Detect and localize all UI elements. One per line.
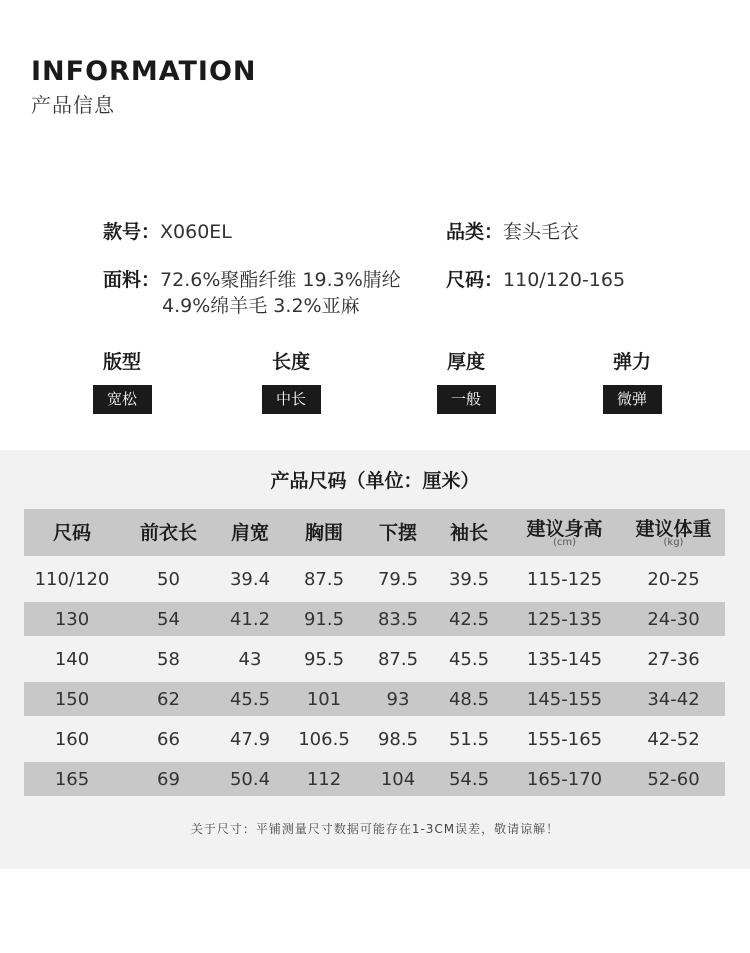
unit-label: (cm): [552, 536, 577, 548]
table-cell: 165-170: [526, 768, 603, 790]
table-cell: 24-30: [647, 608, 700, 630]
table-cell: 54.5: [448, 768, 490, 790]
table-cell: 112: [306, 768, 342, 790]
table-cell: 160: [54, 728, 90, 750]
table-cell: 95.5: [303, 648, 345, 670]
fabric-value-line2: 4.9%绵羊毛 3.2%亚麻: [162, 295, 360, 317]
table-cell: 39.4: [229, 568, 271, 590]
size-chart-panel: [0, 450, 750, 869]
table-cell: 101: [306, 688, 342, 710]
attr-stretch: [572, 349, 692, 414]
table-cell: 155-165: [526, 728, 603, 750]
table-cell: 110/120: [34, 568, 110, 590]
fabric-value-line1: 72.6%聚酯纤维 19.3%腈纶: [160, 269, 401, 291]
table-row: [24, 556, 725, 602]
table-row: [24, 762, 725, 796]
table-cell: 87.5: [303, 568, 345, 590]
size-chart-title: 产品尺码（单位：厘米）: [270, 470, 480, 492]
table-cell: 52-60: [647, 768, 700, 790]
table-cell: 42-52: [647, 728, 700, 750]
size-range-label: 尺码：: [446, 269, 504, 291]
attr-length: [231, 349, 351, 414]
table-cell: 45.5: [229, 688, 271, 710]
size-range-value: 110/120-165: [503, 269, 626, 291]
header-cell: 建议体重 (kg): [635, 517, 712, 548]
table-cell: 79.5: [377, 568, 419, 590]
table-cell: 145-155: [526, 688, 603, 710]
attr-thickness-label: 厚度: [446, 351, 485, 373]
page-title: INFORMATION: [31, 56, 257, 87]
header-cell: 下摆: [378, 521, 417, 544]
table-row: [24, 716, 725, 762]
table-cell: 58: [157, 648, 180, 670]
table-cell: 45.5: [448, 648, 490, 670]
table-cell: 50.4: [229, 768, 271, 790]
attr-length-value: 中长: [262, 385, 321, 414]
style-number: [103, 219, 232, 245]
table-header: [24, 509, 725, 556]
attr-thickness-value: 一般: [437, 385, 496, 414]
table-cell: 39.5: [448, 568, 490, 590]
unit-label: (kg): [663, 536, 684, 548]
table-row: [24, 602, 725, 636]
fabric-label: 面料：: [103, 269, 161, 291]
table-cell: 43: [238, 648, 262, 670]
table-cell: 130: [54, 608, 90, 630]
table-cell: 93: [386, 688, 410, 710]
attr-stretch-label: 弹力: [612, 351, 651, 373]
header-cell: 胸围: [304, 521, 343, 544]
attr-fit: [62, 349, 182, 414]
header-cell: 袖长: [449, 521, 488, 544]
table-cell: 115-125: [526, 568, 603, 590]
header-cell: 前衣长: [139, 521, 197, 544]
table-cell: 50: [157, 568, 180, 590]
table-cell: 104: [380, 768, 416, 790]
attr-stretch-value: 微弹: [603, 385, 662, 414]
table-cell: 106.5: [298, 728, 350, 750]
table-cell: 51.5: [448, 728, 490, 750]
attr-fit-label: 版型: [102, 351, 141, 373]
attr-fit-value: 宽松: [93, 385, 152, 414]
category-label: 品类：: [446, 221, 504, 243]
size-disclaimer: 关于尺寸：平铺测量尺寸数据可能存在1-3CM误差，敬请谅解！: [190, 822, 560, 836]
table-cell: 42.5: [448, 608, 490, 630]
table-cell: 66: [157, 728, 180, 750]
fabric: [103, 267, 401, 319]
style-number-value: X060EL: [160, 221, 232, 243]
table-cell: 135-145: [526, 648, 603, 670]
size-table: [24, 509, 725, 796]
table-cell: 20-25: [647, 568, 700, 590]
table-cell: 91.5: [303, 608, 345, 630]
table-cell: 150: [54, 688, 90, 710]
table-cell: 165: [54, 768, 90, 790]
table-cell: 125-135: [526, 608, 603, 630]
table-cell: 34-42: [647, 688, 700, 710]
page-subtitle: 产品信息: [31, 93, 115, 117]
attr-thickness: [406, 349, 526, 414]
table-row: [24, 682, 725, 716]
table-cell: 41.2: [229, 608, 271, 630]
table-cell: 140: [54, 648, 90, 670]
table-cell: 62: [157, 688, 180, 710]
category: [446, 219, 579, 245]
table-cell: 54: [157, 608, 180, 630]
attr-length-label: 长度: [271, 351, 310, 373]
table-row: [24, 636, 725, 682]
category-value: 套头毛衣: [503, 221, 580, 243]
style-number-label: 款号：: [103, 221, 161, 243]
header-cell: 尺码: [52, 521, 91, 544]
header-cell: 建议身高 (cm): [526, 517, 603, 548]
table-cell: 69: [157, 768, 180, 790]
header-cell: 肩宽: [230, 521, 269, 544]
table-cell: 83.5: [377, 608, 419, 630]
table-cell: 87.5: [377, 648, 419, 670]
table-cell: 48.5: [448, 688, 490, 710]
table-cell: 47.9: [229, 728, 271, 750]
table-cell: 27-36: [647, 648, 700, 670]
table-cell: 98.5: [377, 728, 419, 750]
size-range: [446, 267, 625, 293]
